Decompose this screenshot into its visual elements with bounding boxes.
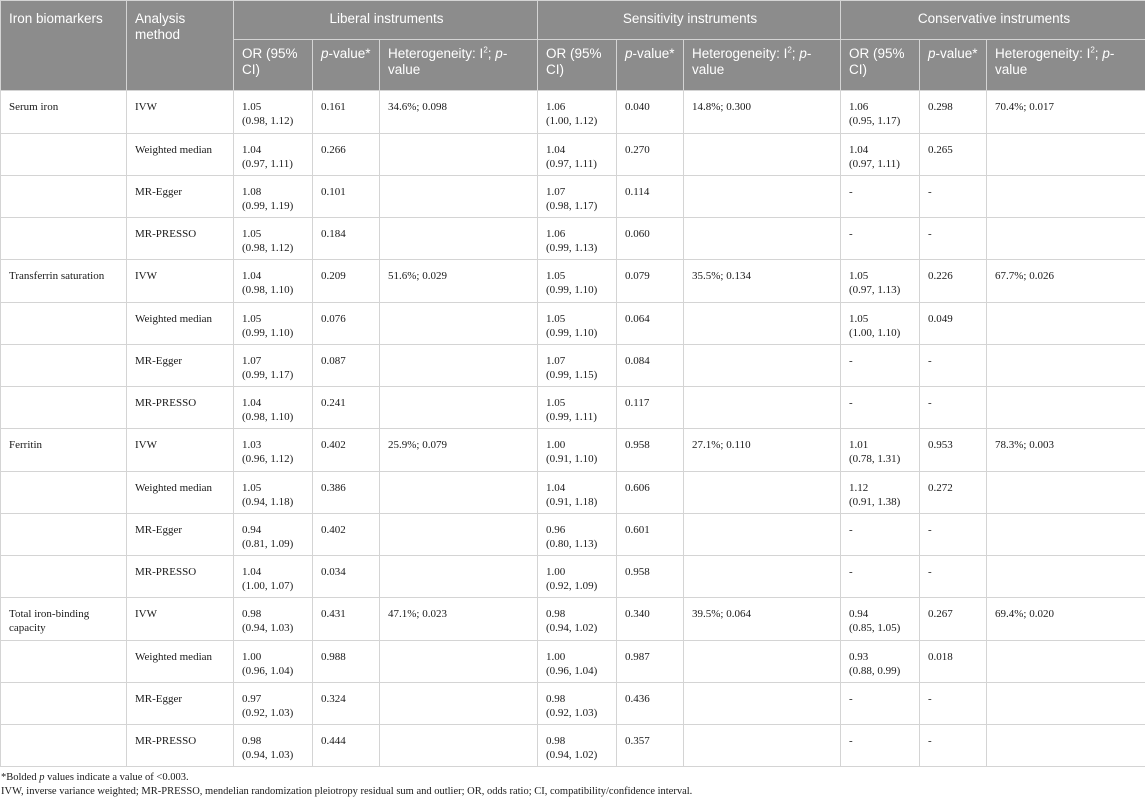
cell-conservative-or: -	[841, 725, 920, 767]
cell-sensitivity-heterogeneity	[684, 641, 841, 683]
cell-conservative-heterogeneity	[987, 176, 1145, 218]
cell-sensitivity-p-value: 0.064	[617, 303, 684, 345]
cell-liberal-or: 1.00 (0.96, 1.04)	[234, 641, 313, 683]
table-row	[1, 472, 1145, 514]
cell-sensitivity-p-value: 0.114	[617, 176, 684, 218]
cell-conservative-p-value: 0.018	[920, 641, 987, 683]
cell-conservative-or: -	[841, 683, 920, 725]
cell-liberal-or: 0.98 (0.94, 1.03)	[234, 598, 313, 641]
cell-sensitivity-p-value: 0.060	[617, 218, 684, 260]
cell-biomarker	[1, 218, 127, 260]
cell-liberal-heterogeneity: 51.6%; 0.029	[380, 260, 538, 303]
cell-conservative-p-value: 0.298	[920, 91, 987, 134]
cell-sensitivity-heterogeneity	[684, 345, 841, 387]
cell-liberal-heterogeneity	[380, 641, 538, 683]
cell-biomarker	[1, 176, 127, 218]
cell-liberal-or: 1.04 (0.97, 1.11)	[234, 134, 313, 176]
cell-conservative-p-value: 0.226	[920, 260, 987, 303]
footnote-abbreviations: IVW, inverse variance weighted; MR-PRESSO, mendelian randomization pleiotropy residual sum and outlier; OR, odds ratio; CI, compatibility/confidence interval.	[1, 786, 693, 797]
cell-biomarker	[1, 556, 127, 598]
table-row	[1, 134, 1145, 176]
cell-conservative-p-value: 0.267	[920, 598, 987, 641]
cell-conservative-heterogeneity	[987, 725, 1145, 767]
cell-liberal-p-value: 0.034	[313, 556, 380, 598]
subheader-conservative-heterogeneity: Heterogeneity: $I^2$; p-value	[987, 40, 1145, 91]
subheader-sensitivity-or: OR (95% CI)	[538, 40, 617, 91]
cell-method: MR-PRESSO	[127, 725, 234, 767]
cell-biomarker: Total iron-binding capacity	[1, 598, 127, 641]
cell-liberal-p-value: 0.241	[313, 387, 380, 429]
cell-method: IVW	[127, 91, 234, 134]
footnote-bold: *Bolded p values indicate a value of <0.003.	[1, 772, 189, 783]
cell-sensitivity-p-value: 0.357	[617, 725, 684, 767]
cell-conservative-or: -	[841, 345, 920, 387]
cell-sensitivity-or: 0.98 (0.94, 1.02)	[538, 725, 617, 767]
cell-conservative-or: -	[841, 176, 920, 218]
cell-method: MR-Egger	[127, 514, 234, 556]
cell-liberal-heterogeneity	[380, 218, 538, 260]
cell-sensitivity-heterogeneity	[684, 725, 841, 767]
cell-method: IVW	[127, 429, 234, 472]
cell-liberal-heterogeneity	[380, 345, 538, 387]
cell-liberal-heterogeneity	[380, 134, 538, 176]
cell-liberal-heterogeneity	[380, 176, 538, 218]
cell-sensitivity-p-value: 0.958	[617, 429, 684, 472]
cell-conservative-p-value: -	[920, 556, 987, 598]
cell-liberal-p-value: 0.444	[313, 725, 380, 767]
cell-biomarker: Serum iron	[1, 91, 127, 134]
subheader-liberal-p-value: p-value*	[313, 40, 380, 91]
cell-sensitivity-p-value: 0.079	[617, 260, 684, 303]
cell-biomarker: Transferrin saturation	[1, 260, 127, 303]
cell-conservative-heterogeneity	[987, 387, 1145, 429]
cell-sensitivity-heterogeneity	[684, 472, 841, 514]
cell-sensitivity-or: 1.05 (0.99, 1.10)	[538, 303, 617, 345]
cell-biomarker	[1, 641, 127, 683]
subheader-sensitivity-p-value: p-value*	[617, 40, 684, 91]
cell-conservative-heterogeneity: 70.4%; 0.017	[987, 91, 1145, 134]
cell-sensitivity-heterogeneity: 27.1%; 0.110	[684, 429, 841, 472]
cell-sensitivity-heterogeneity	[684, 134, 841, 176]
subheader-liberal-or: OR (95% CI)	[234, 40, 313, 91]
cell-conservative-or: -	[841, 387, 920, 429]
cell-conservative-heterogeneity	[987, 514, 1145, 556]
table-row	[1, 598, 1145, 641]
cell-liberal-heterogeneity	[380, 556, 538, 598]
cell-sensitivity-p-value: 0.606	[617, 472, 684, 514]
cell-conservative-heterogeneity: 69.4%; 0.020	[987, 598, 1145, 641]
cell-biomarker	[1, 472, 127, 514]
cell-conservative-or: -	[841, 514, 920, 556]
cell-sensitivity-or: 1.00 (0.96, 1.04)	[538, 641, 617, 683]
table-row	[1, 514, 1145, 556]
cell-conservative-or: 0.94 (0.85, 1.05)	[841, 598, 920, 641]
cell-method: MR-Egger	[127, 683, 234, 725]
cell-sensitivity-p-value: 0.270	[617, 134, 684, 176]
cell-sensitivity-heterogeneity	[684, 387, 841, 429]
table-row	[1, 556, 1145, 598]
cell-liberal-p-value: 0.431	[313, 598, 380, 641]
cell-sensitivity-p-value: 0.987	[617, 641, 684, 683]
cell-conservative-heterogeneity: 67.7%; 0.026	[987, 260, 1145, 303]
cell-liberal-or: 1.08 (0.99, 1.19)	[234, 176, 313, 218]
cell-liberal-or: 1.04 (1.00, 1.07)	[234, 556, 313, 598]
cell-liberal-heterogeneity: 34.6%; 0.098	[380, 91, 538, 134]
cell-method: Weighted median	[127, 134, 234, 176]
cell-liberal-heterogeneity	[380, 514, 538, 556]
cell-conservative-or: 1.01 (0.78, 1.31)	[841, 429, 920, 472]
cell-conservative-p-value: 0.265	[920, 134, 987, 176]
cell-conservative-heterogeneity	[987, 134, 1145, 176]
table-footnotes	[0, 767, 1145, 799]
subheader-sensitivity-heterogeneity: Heterogeneity: $I^2$; p-value	[684, 40, 841, 91]
cell-sensitivity-or: 1.06 (1.00, 1.12)	[538, 91, 617, 134]
cell-sensitivity-heterogeneity	[684, 176, 841, 218]
cell-liberal-p-value: 0.087	[313, 345, 380, 387]
cell-conservative-or: -	[841, 218, 920, 260]
cell-liberal-p-value: 0.184	[313, 218, 380, 260]
cell-conservative-or: 0.93 (0.88, 0.99)	[841, 641, 920, 683]
cell-liberal-p-value: 0.209	[313, 260, 380, 303]
cell-sensitivity-heterogeneity: 35.5%; 0.134	[684, 260, 841, 303]
cell-conservative-heterogeneity	[987, 218, 1145, 260]
cell-conservative-p-value: 0.049	[920, 303, 987, 345]
table-row	[1, 218, 1145, 260]
cell-liberal-or: 0.97 (0.92, 1.03)	[234, 683, 313, 725]
cell-conservative-or: 1.05 (1.00, 1.10)	[841, 303, 920, 345]
header-iron-biomarkers: Iron biomarkers	[1, 1, 127, 91]
table-row	[1, 387, 1145, 429]
cell-method: IVW	[127, 260, 234, 303]
cell-liberal-or: 1.04 (0.98, 1.10)	[234, 260, 313, 303]
cell-sensitivity-or: 1.07 (0.98, 1.17)	[538, 176, 617, 218]
cell-biomarker	[1, 134, 127, 176]
cell-conservative-p-value: -	[920, 345, 987, 387]
cell-conservative-heterogeneity	[987, 303, 1145, 345]
header-sensitivity-instruments: Sensitivity instruments	[538, 1, 841, 40]
table-row	[1, 683, 1145, 725]
cell-sensitivity-or: 1.05 (0.99, 1.10)	[538, 260, 617, 303]
cell-method: IVW	[127, 598, 234, 641]
cell-sensitivity-or: 1.06 (0.99, 1.13)	[538, 218, 617, 260]
cell-conservative-p-value: -	[920, 683, 987, 725]
header-liberal-instruments: Liberal instruments	[234, 1, 538, 40]
cell-liberal-heterogeneity	[380, 472, 538, 514]
cell-sensitivity-p-value: 0.084	[617, 345, 684, 387]
cell-conservative-or: 1.05 (0.97, 1.13)	[841, 260, 920, 303]
cell-biomarker: Ferritin	[1, 429, 127, 472]
cell-liberal-heterogeneity	[380, 387, 538, 429]
cell-sensitivity-or: 1.04 (0.97, 1.11)	[538, 134, 617, 176]
cell-sensitivity-or: 1.00 (0.91, 1.10)	[538, 429, 617, 472]
table-row	[1, 176, 1145, 218]
cell-liberal-heterogeneity: 47.1%; 0.023	[380, 598, 538, 641]
cell-biomarker	[1, 387, 127, 429]
cell-sensitivity-p-value: 0.340	[617, 598, 684, 641]
cell-liberal-or: 1.05 (0.94, 1.18)	[234, 472, 313, 514]
cell-conservative-p-value: -	[920, 176, 987, 218]
cell-sensitivity-p-value: 0.958	[617, 556, 684, 598]
cell-sensitivity-or: 1.07 (0.99, 1.15)	[538, 345, 617, 387]
cell-method: MR-Egger	[127, 176, 234, 218]
cell-method: Weighted median	[127, 472, 234, 514]
table-row	[1, 303, 1145, 345]
header-analysis-method: Analysis method	[127, 1, 234, 91]
cell-sensitivity-p-value: 0.436	[617, 683, 684, 725]
cell-liberal-or: 1.07 (0.99, 1.17)	[234, 345, 313, 387]
cell-liberal-p-value: 0.161	[313, 91, 380, 134]
cell-conservative-or: 1.04 (0.97, 1.11)	[841, 134, 920, 176]
table-row	[1, 345, 1145, 387]
table-row	[1, 641, 1145, 683]
cell-liberal-or: 0.98 (0.94, 1.03)	[234, 725, 313, 767]
cell-sensitivity-or: 0.98 (0.92, 1.03)	[538, 683, 617, 725]
cell-sensitivity-heterogeneity	[684, 556, 841, 598]
cell-conservative-or: 1.06 (0.95, 1.17)	[841, 91, 920, 134]
cell-conservative-heterogeneity: 78.3%; 0.003	[987, 429, 1145, 472]
cell-conservative-p-value: 0.953	[920, 429, 987, 472]
cell-conservative-or: 1.12 (0.91, 1.38)	[841, 472, 920, 514]
cell-conservative-heterogeneity	[987, 556, 1145, 598]
subheader-liberal-heterogeneity: Heterogeneity: $I^2$; p-value	[380, 40, 538, 91]
cell-liberal-or: 1.03 (0.96, 1.12)	[234, 429, 313, 472]
cell-sensitivity-heterogeneity	[684, 303, 841, 345]
cell-conservative-heterogeneity	[987, 641, 1145, 683]
cell-conservative-p-value: -	[920, 725, 987, 767]
cell-method: MR-Egger	[127, 345, 234, 387]
cell-sensitivity-or: 1.00 (0.92, 1.09)	[538, 556, 617, 598]
cell-sensitivity-or: 0.98 (0.94, 1.02)	[538, 598, 617, 641]
cell-biomarker	[1, 683, 127, 725]
cell-conservative-heterogeneity	[987, 472, 1145, 514]
cell-liberal-heterogeneity	[380, 683, 538, 725]
cell-method: MR-PRESSO	[127, 556, 234, 598]
cell-liberal-p-value: 0.988	[313, 641, 380, 683]
cell-sensitivity-p-value: 0.040	[617, 91, 684, 134]
cell-conservative-p-value: -	[920, 218, 987, 260]
cell-conservative-p-value: -	[920, 387, 987, 429]
cell-sensitivity-heterogeneity: 39.5%; 0.064	[684, 598, 841, 641]
cell-biomarker	[1, 514, 127, 556]
cell-sensitivity-p-value: 0.117	[617, 387, 684, 429]
cell-conservative-p-value: 0.272	[920, 472, 987, 514]
cell-method: MR-PRESSO	[127, 218, 234, 260]
cell-biomarker	[1, 725, 127, 767]
cell-conservative-heterogeneity	[987, 683, 1145, 725]
cell-sensitivity-heterogeneity	[684, 218, 841, 260]
cell-method: Weighted median	[127, 641, 234, 683]
cell-liberal-or: 1.05 (0.98, 1.12)	[234, 218, 313, 260]
cell-liberal-heterogeneity	[380, 725, 538, 767]
cell-liberal-p-value: 0.324	[313, 683, 380, 725]
cell-conservative-heterogeneity	[987, 345, 1145, 387]
cell-method: Weighted median	[127, 303, 234, 345]
cell-liberal-or: 1.04 (0.98, 1.10)	[234, 387, 313, 429]
cell-liberal-p-value: 0.402	[313, 429, 380, 472]
cell-sensitivity-heterogeneity: 14.8%; 0.300	[684, 91, 841, 134]
cell-liberal-or: 1.05 (0.99, 1.10)	[234, 303, 313, 345]
cell-liberal-or: 0.94 (0.81, 1.09)	[234, 514, 313, 556]
cell-biomarker	[1, 345, 127, 387]
cell-sensitivity-heterogeneity	[684, 683, 841, 725]
cell-liberal-heterogeneity: 25.9%; 0.079	[380, 429, 538, 472]
cell-liberal-heterogeneity	[380, 303, 538, 345]
table-row	[1, 91, 1145, 134]
cell-sensitivity-heterogeneity	[684, 514, 841, 556]
cell-liberal-or: 1.05 (0.98, 1.12)	[234, 91, 313, 134]
cell-sensitivity-or: 1.04 (0.91, 1.18)	[538, 472, 617, 514]
cell-liberal-p-value: 0.076	[313, 303, 380, 345]
cell-sensitivity-or: 1.05 (0.99, 1.11)	[538, 387, 617, 429]
header-conservative-instruments: Conservative instruments	[841, 1, 1145, 40]
table-row	[1, 429, 1145, 472]
table-row	[1, 260, 1145, 303]
cell-sensitivity-or: 0.96 (0.80, 1.13)	[538, 514, 617, 556]
cell-sensitivity-p-value: 0.601	[617, 514, 684, 556]
cell-biomarker	[1, 303, 127, 345]
cell-method: MR-PRESSO	[127, 387, 234, 429]
table-row	[1, 725, 1145, 767]
subheader-conservative-or: OR (95% CI)	[841, 40, 920, 91]
cell-liberal-p-value: 0.266	[313, 134, 380, 176]
cell-liberal-p-value: 0.386	[313, 472, 380, 514]
cell-liberal-p-value: 0.402	[313, 514, 380, 556]
subheader-conservative-p-value: p-value*	[920, 40, 987, 91]
cell-liberal-p-value: 0.101	[313, 176, 380, 218]
cell-conservative-or: -	[841, 556, 920, 598]
cell-conservative-p-value: -	[920, 514, 987, 556]
